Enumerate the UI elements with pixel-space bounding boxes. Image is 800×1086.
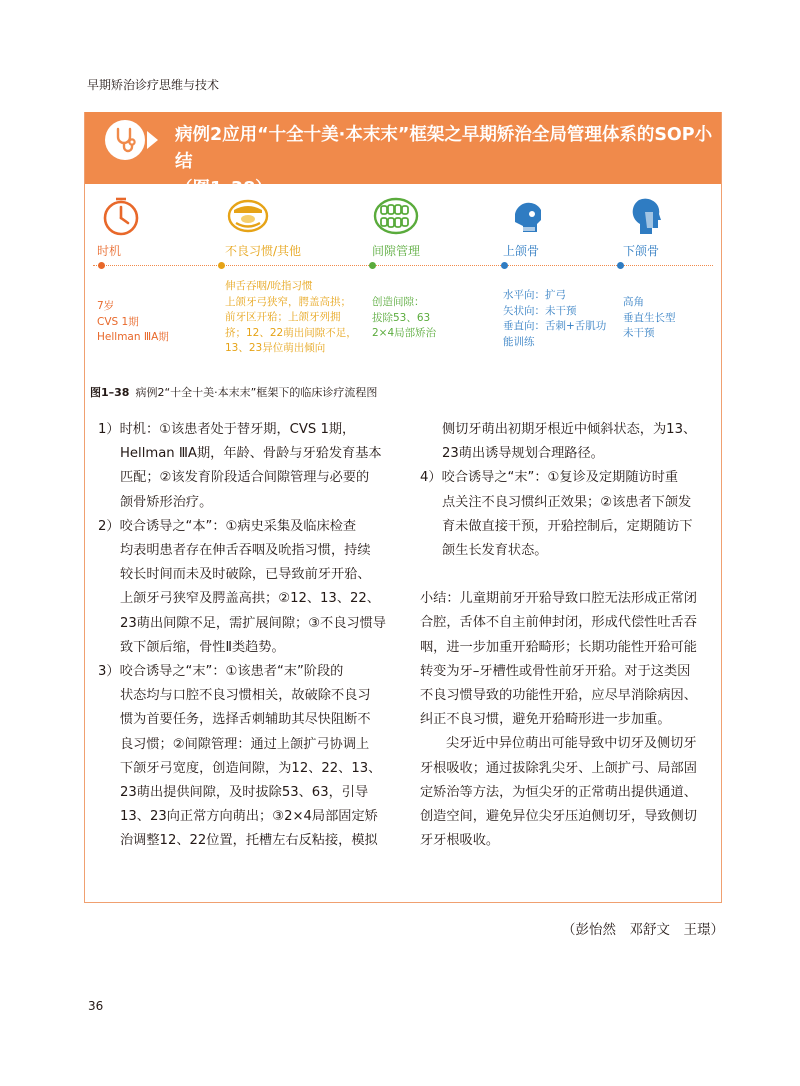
text-line: 不良习惯导致的功能性开𬌗，应尽早消除病因、 [420, 688, 697, 704]
title-banner [85, 112, 721, 199]
text-line: 治调整12、22位置，托槽左右反粘接，模拟 [120, 833, 378, 849]
text-line: 13、23向正常方向萌出；③2×4局部固定矫 [120, 809, 378, 825]
text-line: 均表明患者存在伸舌吞咽及吮指习惯，持续 [120, 543, 371, 559]
text-line: 致下颌后缩，骨性Ⅱ类趋势。 [120, 639, 285, 655]
timeline-marker [369, 262, 376, 269]
text-line: 良习惯；②间隙管理：通过上颌扩弓协调上 [120, 736, 370, 752]
figure-caption [90, 384, 377, 400]
text-line: 23萌出诱导规划合理路径。 [442, 446, 604, 462]
paragraph [420, 418, 720, 466]
text-line: 前牙区开𬌗；上颌牙列拥 [225, 311, 341, 323]
text-line: 尖牙近中异位萌出可能导致中切牙及侧切牙 [446, 736, 697, 752]
text-line: 转变为牙–牙槽性或骨性前牙开𬌗。对于这类因 [420, 663, 691, 679]
text-line: 小结：儿童期前牙开𬌗导致口腔无法形成正常闭 [420, 591, 697, 607]
text-line: 23萌出间隙不足，需扩展间隙；③不良习惯导 [120, 615, 386, 631]
text-line: 颌生长发育状态。 [442, 543, 548, 559]
text-line: 2×4局部矫治 [372, 327, 437, 339]
text-line: 定矫治等方法，为恒尖牙的正常萌出提供通道、 [420, 784, 697, 800]
text-line: 惯为首要任务，选择舌刺辅助其尽快阻断不 [120, 712, 371, 728]
column-text-maxilla [503, 288, 606, 350]
text-line: 能训练 [503, 335, 535, 348]
timeline-marker [218, 262, 225, 269]
running-header: 早期矫治诊疗思维与技术 [87, 78, 220, 92]
text-line: 挤；12、22萌出间隙不足， [225, 326, 357, 339]
authors: （彭怡然 邓舒文 王璟） [562, 922, 724, 938]
text-line: 未干预 [623, 327, 655, 339]
paragraph [98, 515, 398, 660]
text-line: 育未做直接干预，开𬌗控制后，定期随访下 [442, 518, 693, 534]
text-line: 1）时机：①该患者处于替牙期，CVS 1期， [98, 422, 356, 437]
summary-paragraph [420, 587, 720, 732]
body-left-column [98, 418, 398, 854]
text-line: 水平向：扩弓 [503, 289, 566, 301]
text-line: 23萌出提供间隙，及时拔除53、63，引导 [120, 785, 369, 801]
timeline-marker [617, 262, 624, 269]
page-number: 36 [88, 999, 104, 1013]
text-line: 伸舌吞咽/吮指习惯 [225, 280, 313, 292]
text-line: 合腔，舌体不自主前伸封闭，形成代偿性吐舌吞 [420, 615, 697, 631]
figure-number: 图1–38 [90, 386, 130, 399]
column-label-timing: 时机 [97, 244, 122, 258]
text-line: 垂直生长型 [623, 311, 676, 324]
text-line: 匹配；②该发育阶段适合间隙管理与必要的 [120, 470, 370, 486]
dental-arch-icon [373, 194, 419, 238]
column-text-space-management [372, 295, 436, 342]
stethoscope-icon [105, 120, 145, 160]
text-line: Hellman ⅢA期，年龄、骨龄与牙𬌗发育基本 [120, 446, 382, 462]
arrow-icon [147, 131, 158, 149]
column-label-maxilla: 上颌骨 [503, 244, 540, 258]
text-line: 高角 [623, 296, 644, 308]
text-line: 咽，进一步加重开𬌗畸形；长期功能性开𬌗可能 [420, 639, 697, 655]
skull-maxilla-icon [505, 194, 549, 238]
open-mouth-icon [226, 194, 270, 238]
figure-caption-text: 病例2“十全十美·本末末”框架下的临床诊疗流程图 [135, 386, 378, 399]
timeline-marker [501, 262, 508, 269]
text-line: 下颌牙弓宽度，创造间隙，为12、22、13、 [120, 760, 382, 776]
column-label-space-management: 间隙管理 [372, 244, 421, 258]
text-line: 点关注不良习惯纠正效果；②该患者下颌发 [442, 494, 692, 510]
column-text-mandible [623, 295, 676, 342]
text-line: 3）咬合诱导之“末”：①该患者“末”阶段的 [98, 664, 344, 680]
column-text-habits [225, 279, 357, 357]
text-line: 13、23异位萌出倾向 [225, 342, 326, 354]
text-line: 4）咬合诱导之“末”：①复诊及定期随访时重 [420, 470, 679, 486]
timeline-marker [98, 262, 105, 269]
text-line: 拔除53、63 [372, 311, 431, 324]
banner-title-line-1: 病例2应用“十全十美·本末末”框架之早期矫治全局管理体系的SOP小结 [175, 125, 713, 172]
head-profile-icon [625, 194, 669, 238]
paragraph [98, 660, 398, 854]
body-right-column [420, 418, 720, 853]
text-line: 矢状向：未干预 [503, 304, 577, 317]
text-line: 上颌牙弓狭窄及腭盖高拱；②12、13、22、 [120, 591, 380, 607]
column-label-habits: 不良习惯/其他 [225, 244, 302, 258]
text-line: 垂直向：舌刺+舌肌功 [503, 320, 607, 332]
text-line: 纠正不良习惯，避免开𬌗畸形进一步加重。 [420, 712, 671, 728]
banner-title [175, 122, 715, 203]
paragraph [420, 466, 720, 563]
text-line: Hellman ⅢA期 [97, 331, 169, 343]
text-line: 颌骨矫形治疗。 [120, 494, 213, 510]
text-line: 牙根吸收；通过拔除乳尖牙、上颌扩弓、局部固 [420, 760, 697, 776]
clock-icon [99, 194, 143, 238]
banner-title-line-2: （图1–38） [175, 179, 273, 199]
text-line: 较长时间而未及时破除，已导致前牙开𬌗、 [120, 567, 371, 583]
text-line: 2）咬合诱导之“本”：①病史采集及临床检查 [98, 518, 357, 534]
text-line: 上颌牙弓狭窄，腭盖高拱； [225, 295, 351, 308]
text-line: 7岁 [97, 300, 115, 312]
text-line: 创造空间，避免异位尖牙压迫侧切牙，导致侧切 [420, 809, 697, 825]
column-text-timing [97, 299, 169, 346]
paragraph [98, 418, 398, 515]
text-line: 牙牙根吸收。 [420, 833, 500, 849]
text-line: 侧切牙萌出初期牙根近中倾斜状态，为13、 [442, 422, 697, 437]
column-label-mandible: 下颌骨 [623, 244, 660, 258]
text-line: 状态均与口腔不良习惯相关，故破除不良习 [120, 688, 371, 704]
paragraph [420, 732, 720, 853]
text-line: CVS 1期 [97, 315, 139, 328]
text-line: 创造间隙： [372, 296, 425, 308]
